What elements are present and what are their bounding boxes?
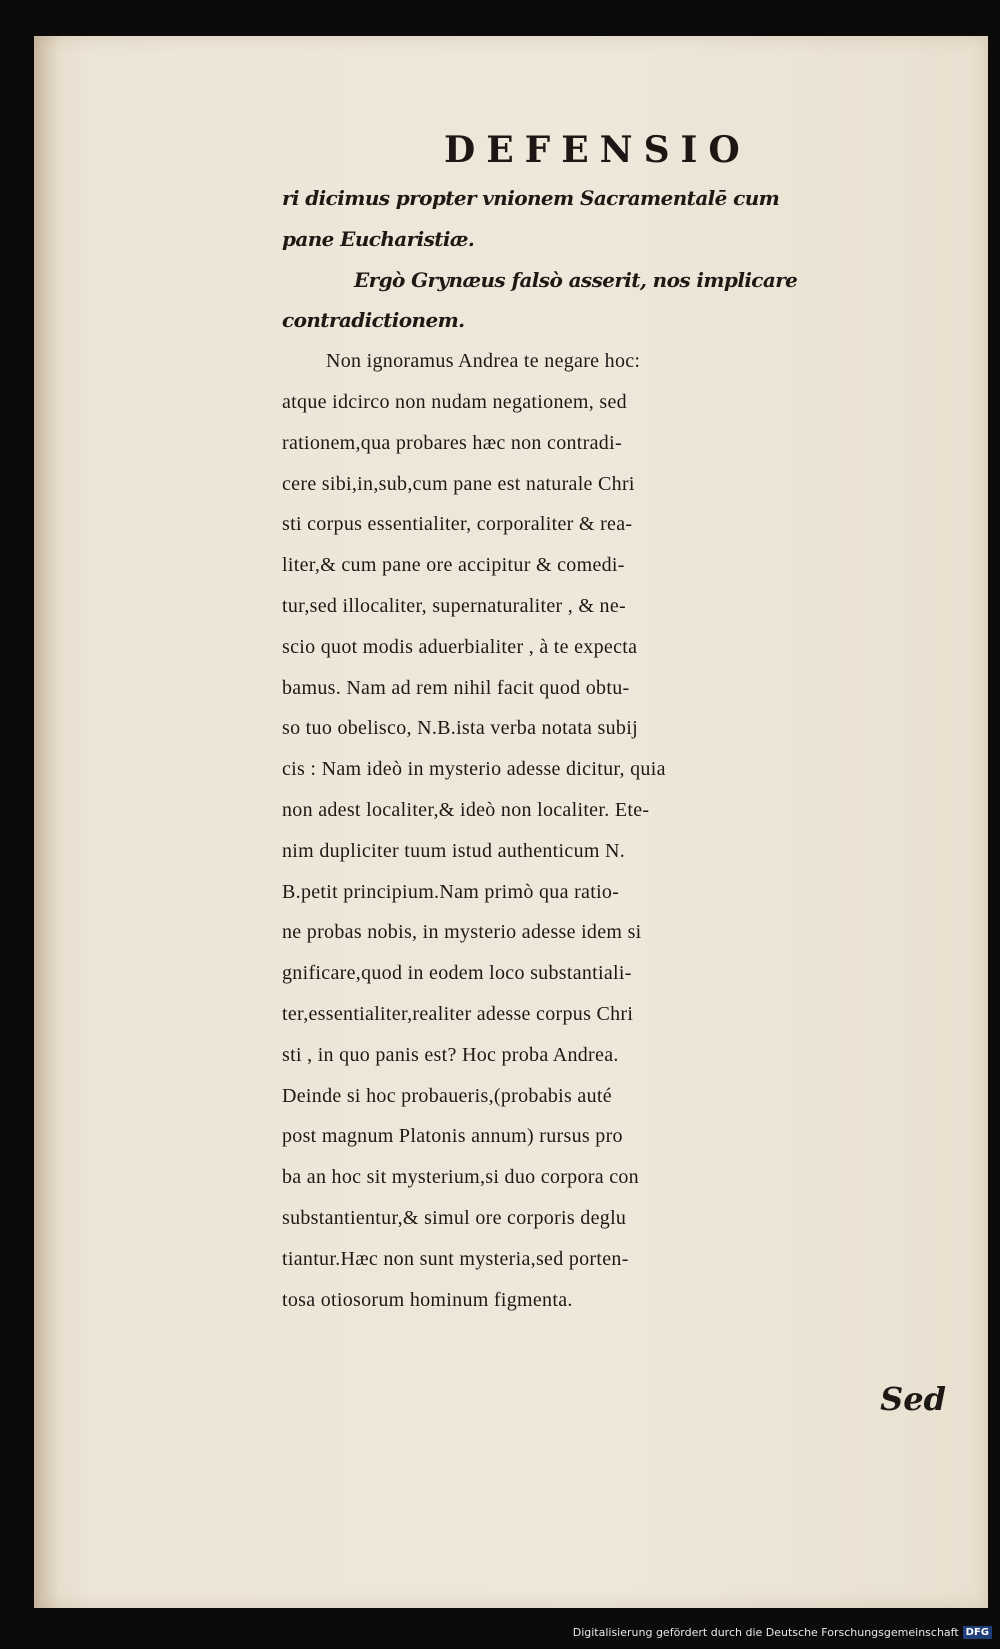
text-line: non adest localiter,& ideò non localiter. Ete- [282,798,650,821]
catchword: Sed [880,1380,946,1418]
digitization-credit [573,1626,992,1639]
text-line: Deinde si hoc probaueris,(probabis auté [282,1084,612,1107]
text-line: post magnum Platonis annum) rursus pro [282,1125,623,1148]
text-line: cis : Nam ideò in mysterio adesse dicitur, quia [282,758,666,781]
text-line: substantientur,& simul ore corporis deglu [282,1206,627,1229]
running-head: DEFENSIO [444,129,751,171]
text-line: sti corpus essentialiter, corporaliter & rea- [282,513,633,536]
text-line: tur,sed illocaliter, supernaturaliter , & ne- [282,594,626,617]
text-line: tiantur.Hæc non sunt mysteria,sed porten- [282,1247,629,1270]
text-line: atque idcirco non nudam negationem, sed [282,390,627,413]
text-block [282,178,972,1320]
text-line: liter,& cum pane ore accipitur & comedi- [282,554,625,577]
text-line: pane Eucharistiæ. [282,226,475,251]
gutter-shadow [34,36,60,1608]
text-line: Ergò Grynæus falsò asserit, nos implicare [354,267,798,292]
text-line: ri dicimus propter vnionem Sacramentalē cum [282,186,780,210]
book-page [34,36,988,1608]
credit-text: Digitalisierung gefördert durch die Deutsche Forschungsgemeinschaft [572,1626,959,1639]
text-line: ter,essentialiter,realiter adesse corpus Chri [282,1002,634,1025]
text-line: Non ignoramus Andrea te negare hoc: [326,350,641,373]
text-line: bamus. Nam ad rem nihil facit quod obtu- [282,676,630,699]
text-line: cere sibi,in,sub,cum pane est naturale Chri [282,472,635,495]
text-line: contradictionem. [282,308,465,333]
text-line: tosa otiosorum hominum figmenta. [282,1288,573,1311]
text-line: scio quot modis aduerbialiter , à te expecta [282,635,638,658]
text-line: gnificare,quod in eodem loco substantiali- [282,962,632,985]
text-line: so tuo obelisco, N.B.ista verba notata subij [282,717,638,740]
dfg-logo: DFG [963,1626,992,1639]
text-line: rationem,qua probares hæc non contradi- [282,431,622,454]
text-line: B.petit principium.Nam primò qua ratio- [282,880,620,903]
text-line: ne probas nobis, in mysterio adesse idem si [282,921,642,944]
text-line: ba an hoc sit mysterium,si duo corpora con [282,1166,639,1189]
text-line: sti , in quo panis est? Hoc proba Andrea. [282,1043,619,1066]
text-line: nim dupliciter tuum istud authenticum N. [282,839,626,862]
